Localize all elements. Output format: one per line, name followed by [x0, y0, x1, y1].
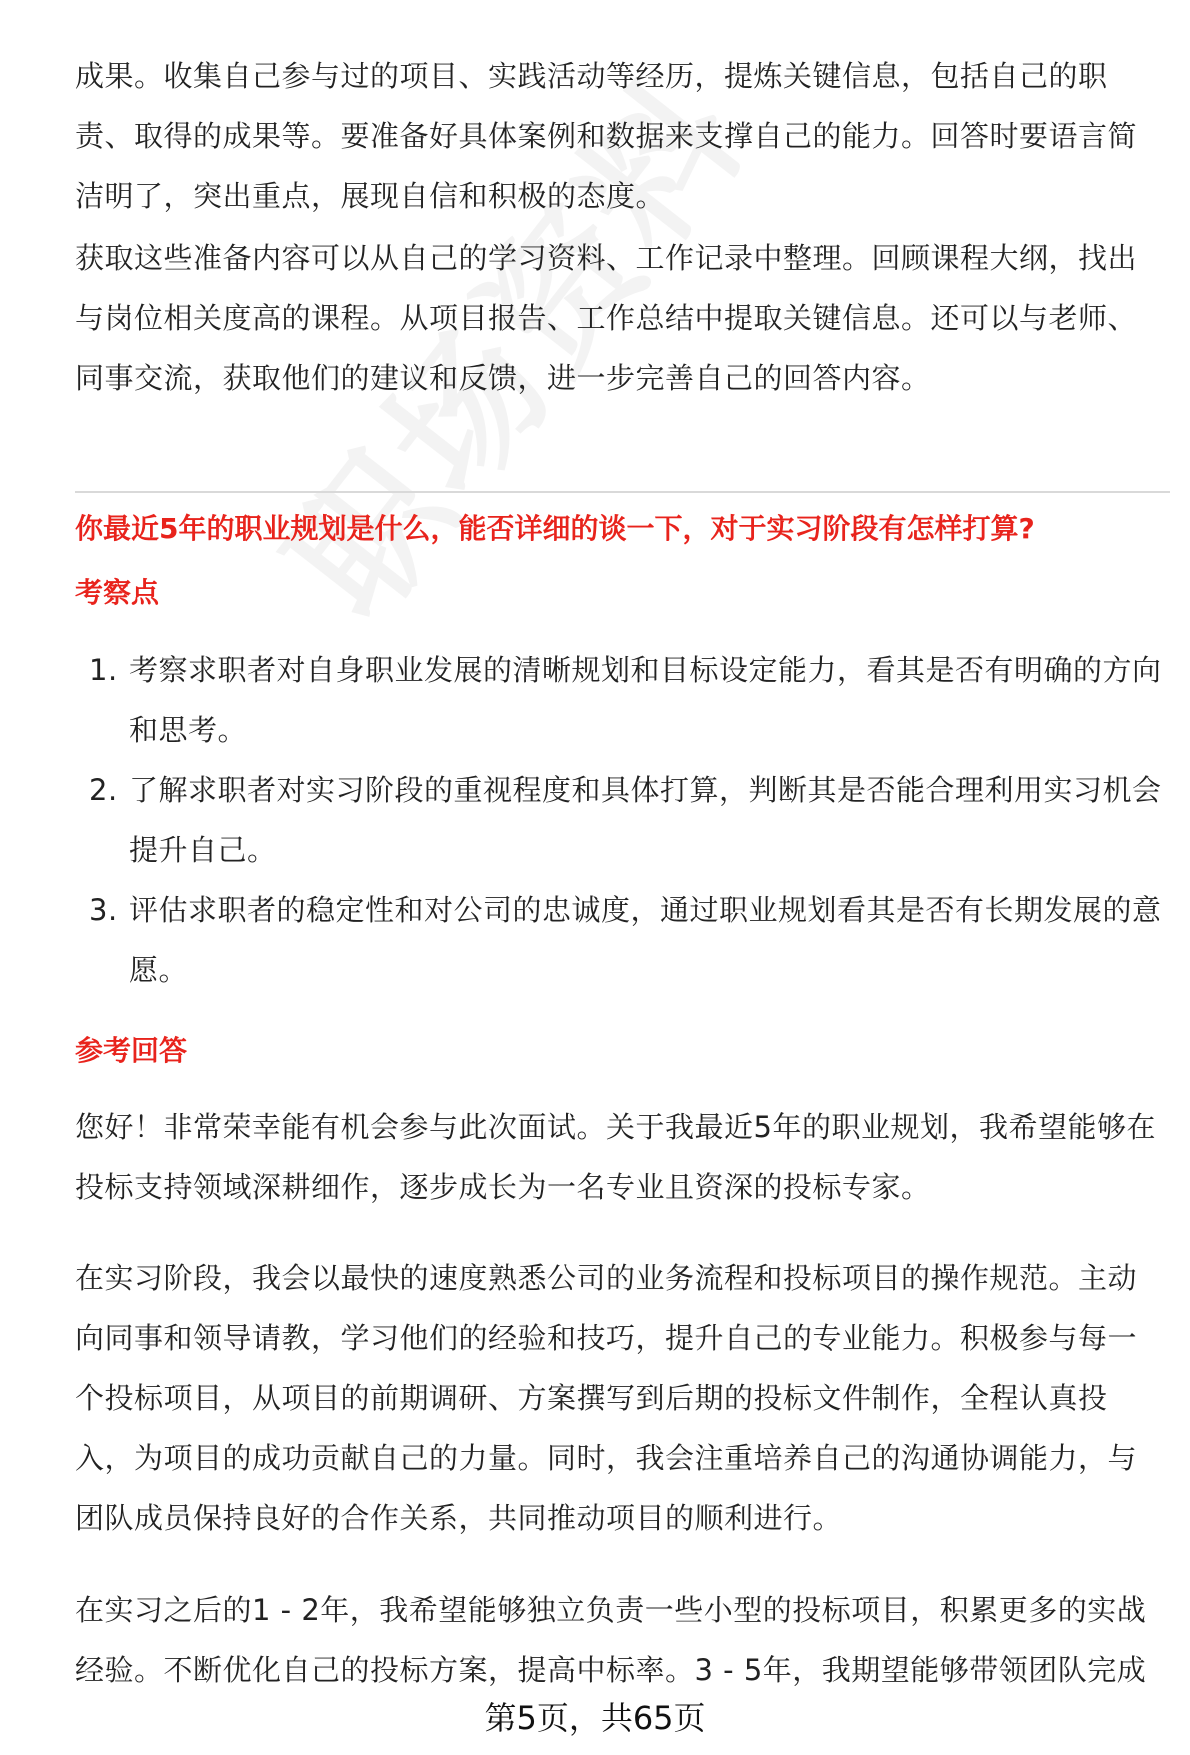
focus-item-text: 考察求职者对自身职业发展的清晰规划和目标设定能力，看其是否有明确的方向和思考。: [129, 653, 1162, 747]
paragraph-prep-sources: 获取这些准备内容可以从自己的学习资料、工作记录中整理。回顾课程大纲，找出与岗位相关度高的课程。从项目报告、工作总结中提取关键信息。还可以与老师、同事交流，获取他们的建议和反馈，进一步完善自己的回答内容。: [75, 241, 1138, 395]
page-number-footer: 第5页，共65页: [484, 1699, 706, 1737]
focus-list-item: [75, 640, 1165, 760]
focus-item-number: 2.: [89, 773, 118, 807]
focus-item-number: 1.: [89, 653, 118, 687]
focus-list-item: [75, 880, 1165, 1000]
focus-heading: 考察点: [75, 576, 160, 609]
answer-paragraph-internship: 在实习阶段，我会以最快的速度熟悉公司的业务流程和投标项目的操作规范。主动向同事和领导请教，学习他们的经验和技巧，提升自己的专业能力。积极参与每一个投标项目，从项目的前期调研、方案撰写到后期的投标文件制作，全程认真投入，为项目的成功贡献自己的力量。同时，我会注重培养自己的沟通协调能力，与团队成员保持良好的合作关系，共同推动项目的顺利进行。: [75, 1261, 1138, 1535]
focus-item-number: 3.: [89, 893, 118, 927]
paragraph-prep-results: 成果。收集自己参与过的项目、实践活动等经历，提炼关键信息，包括自己的职责、取得的成果等。要准备好具体案例和数据来支撑自己的能力。回答时要语言简洁明了，突出重点，展现自信和积极的态度。: [75, 59, 1138, 213]
answer-paragraph-plan: 在实习之后的1 - 2年，我希望能够独立负责一些小型的投标项目，积累更多的实战经验。不断优化自己的投标方案，提高中标率。3 - 5年，我期望能够带领团队完成: [75, 1593, 1147, 1687]
focus-item-text: 评估求职者的稳定性和对公司的忠诚度，通过职业规划看其是否有长期发展的意愿。: [129, 893, 1162, 987]
focus-list-item: [75, 760, 1165, 880]
answer-paragraph-intro: 您好！非常荣幸能有机会参与此次面试。关于我最近5年的职业规划，我希望能够在投标支持领域深耕细作，逐步成长为一名专业且资深的投标专家。: [75, 1110, 1156, 1204]
focus-list: [75, 640, 1165, 1000]
interview-question: 你最近5年的职业规划是什么，能否详细的谈一下，对于实习阶段有怎样打算?: [75, 512, 1035, 545]
answer-heading: 参考回答: [75, 1034, 188, 1067]
focus-item-text: 了解求职者对实习阶段的重视程度和具体打算，判断其是否能合理利用实习机会提升自己。: [129, 773, 1162, 867]
section-divider: [75, 491, 1170, 493]
